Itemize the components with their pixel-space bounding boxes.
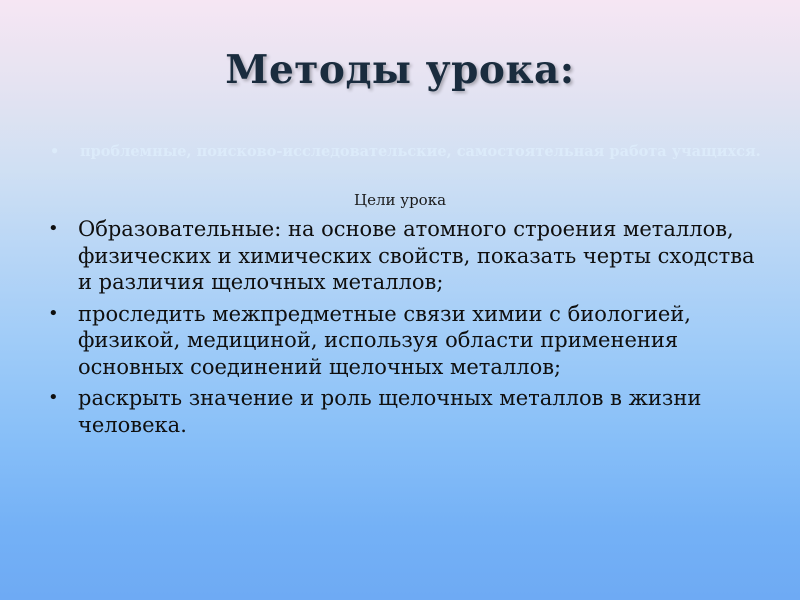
goal-text: раскрыть значение и роль щелочных металлов в жизни человека. [78, 386, 702, 437]
goals-heading: Цели урока [353, 191, 447, 209]
slide-title: Методы урока: [225, 47, 575, 93]
goal-text: проследить межпредметные связи химии с биологией, физикой, медициной, используя области применения основных соединений щелочных металлов; [78, 301, 691, 379]
goal-text: Образовательные: на основе атомного строения металлов, физических и химических свойств, показать черты сходства и различия щелочных металлов; [78, 217, 755, 294]
bullet-icon: • [48, 302, 59, 324]
methods-list-item [50, 143, 770, 160]
goal-item-interdisciplinary [48, 301, 758, 381]
goal-item-educational [48, 216, 758, 296]
bullet-icon: • [50, 143, 60, 160]
bullet-icon: • [48, 387, 59, 408]
methods-text: проблемные, поисково-исследовательские, самостоятельная работа учащихся. [80, 143, 761, 160]
bullet-icon: • [48, 218, 59, 239]
goal-item-significance [48, 385, 758, 438]
goals-list [48, 216, 758, 443]
